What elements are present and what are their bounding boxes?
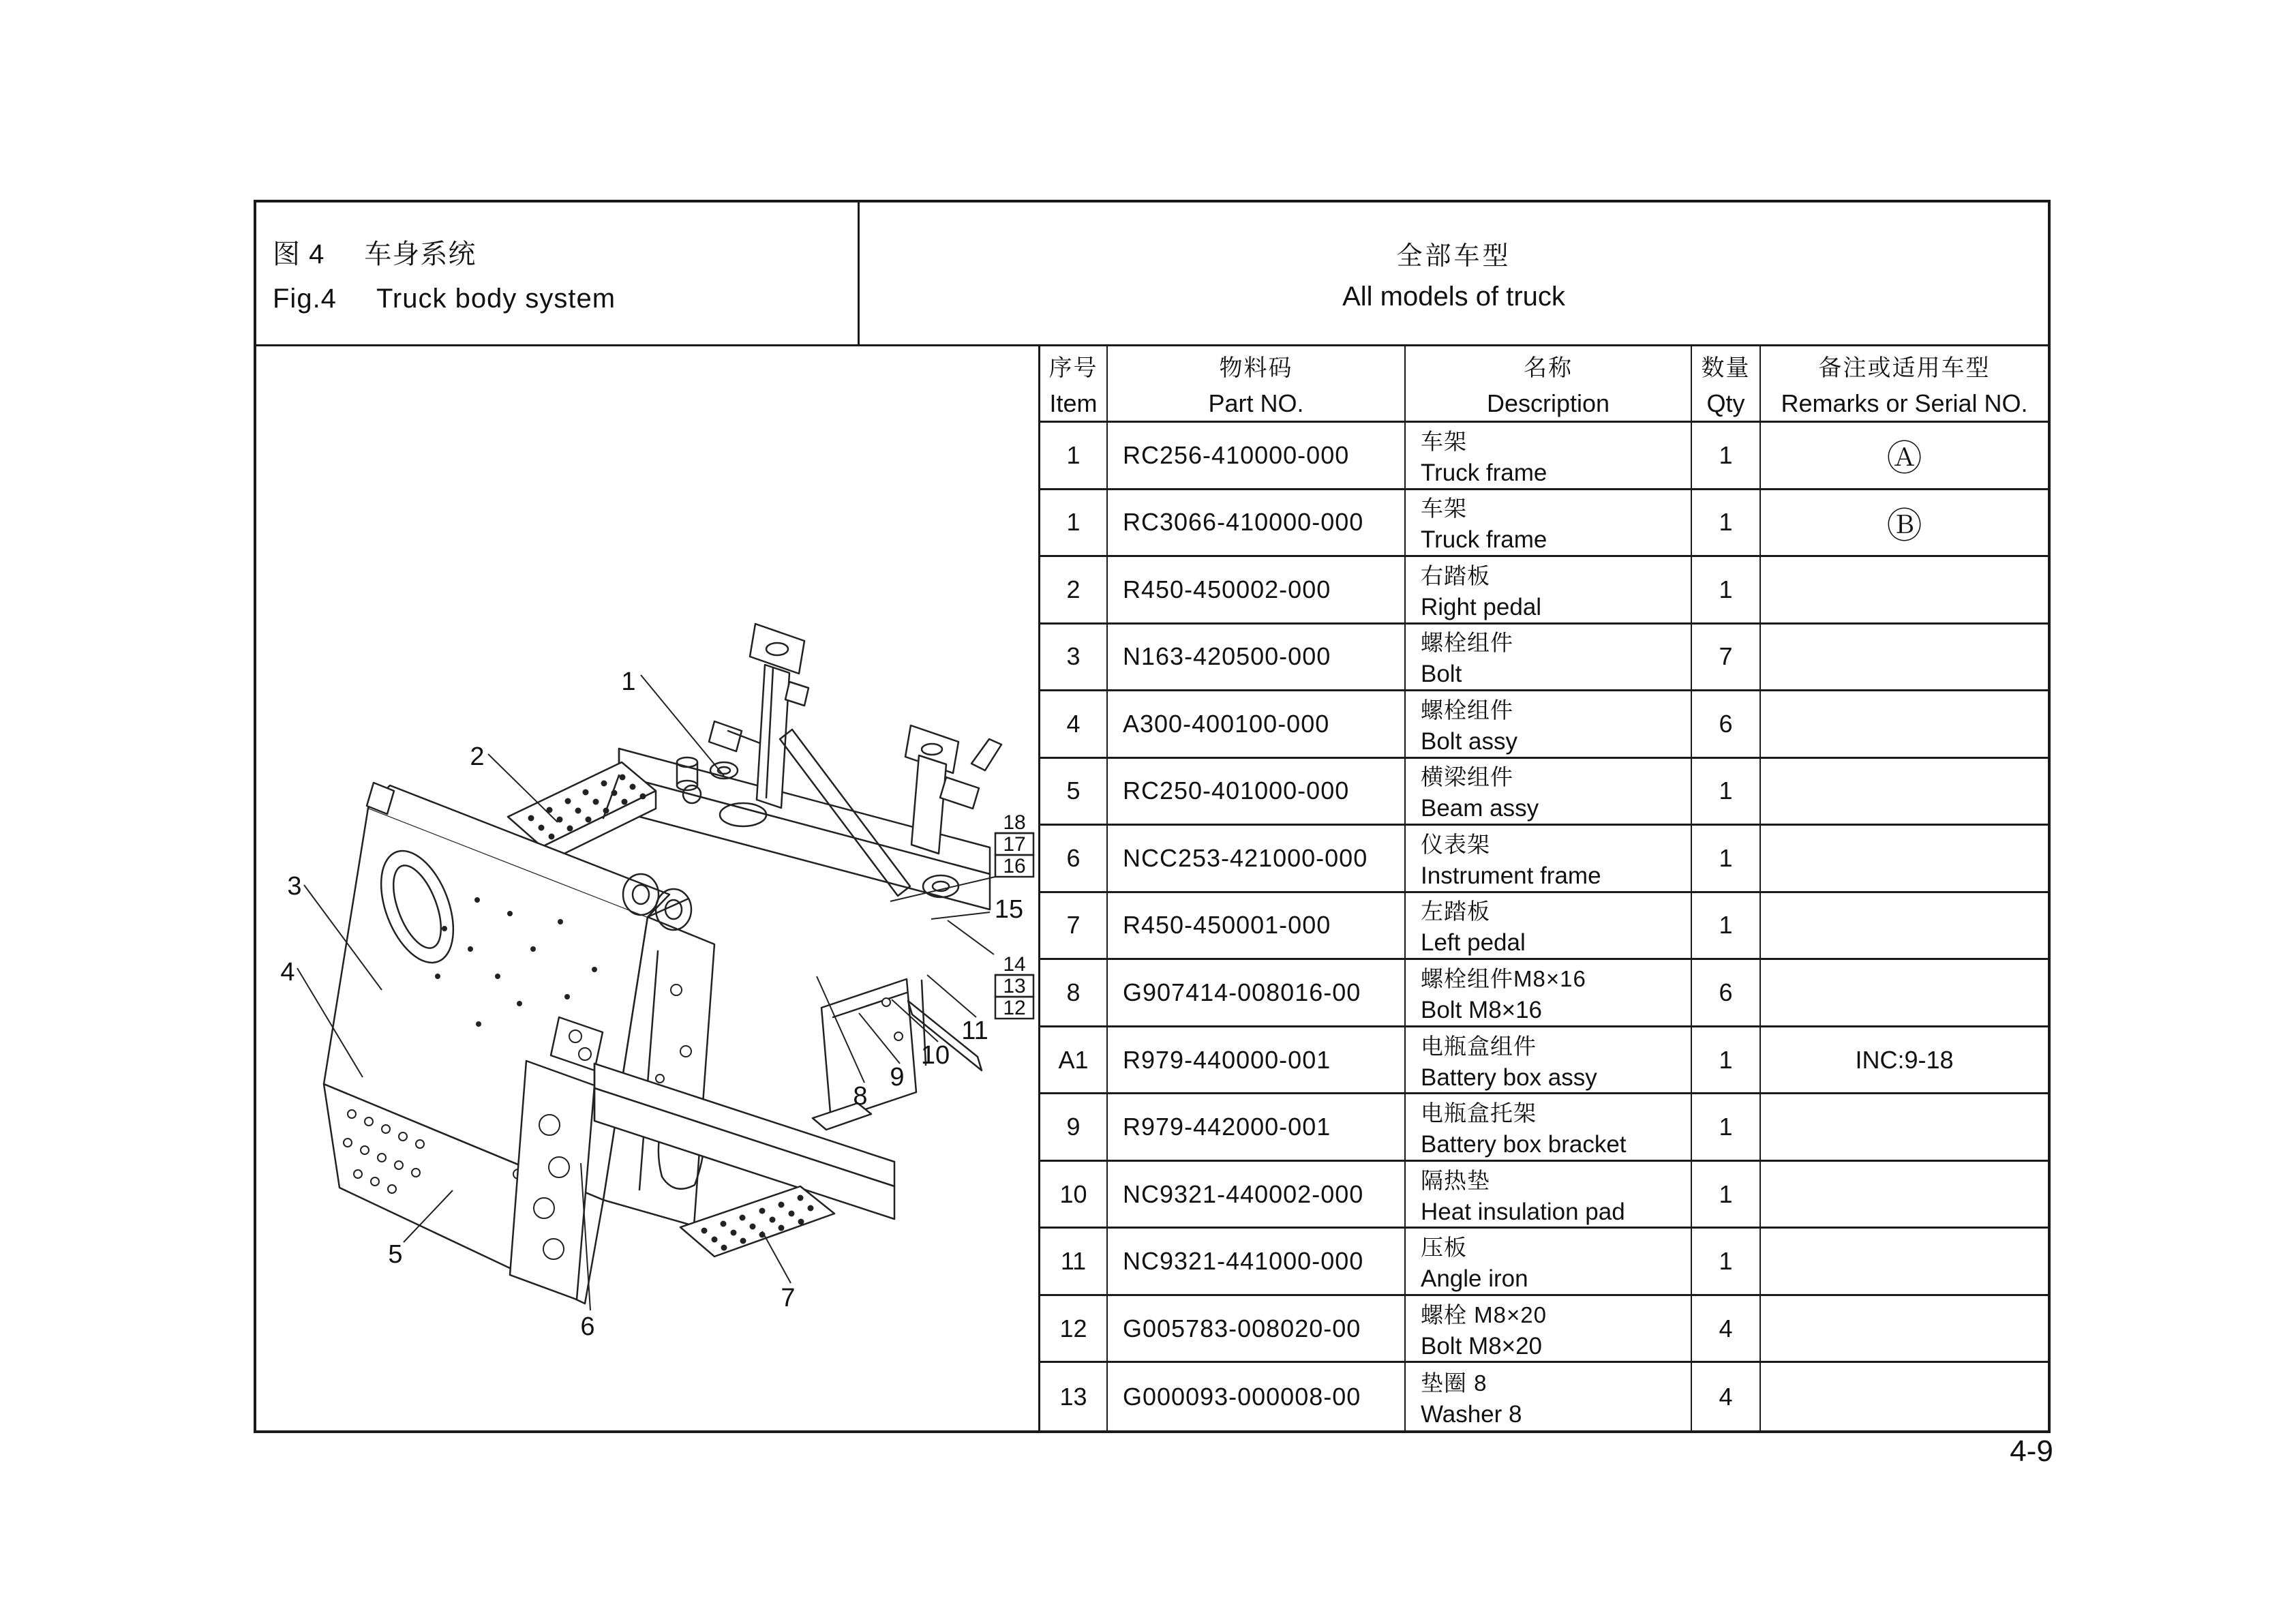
part-no-cell: G005783-008020-00 [1108,1296,1406,1364]
remarks-cell [1761,1296,2048,1364]
item-cell: 5 [1040,759,1108,826]
qty-cell: 1 [1692,490,1761,558]
remarks-cell: Ⓑ [1761,490,2048,558]
callout-label: 4 [280,958,295,987]
part-no-cell: R979-440000-001 [1108,1027,1406,1095]
qty-cell: 1 [1692,893,1761,961]
remarks-cell: Ⓐ [1761,423,2048,490]
qty-cell: 4 [1692,1363,1761,1430]
figure-title-en [273,284,858,314]
description-cell: 螺栓组件M8×16 Bolt M8×16 [1406,960,1692,1027]
item-cell: 4 [1040,691,1108,759]
description-cell: 电瓶盒托架 Battery box bracket [1406,1094,1692,1162]
remarks-cell [1761,557,2048,625]
item-cell: 10 [1040,1162,1108,1229]
description-cell: 车架 Truck frame [1406,490,1692,558]
item-cell: 12 [1040,1296,1108,1364]
remarks-cell [1761,1162,2048,1229]
callout-label: 17 [1003,833,1026,856]
part-no-cell: RC250-401000-000 [1108,759,1406,826]
col-header-item: 序号 Item [1040,346,1108,423]
description-cell: 车架 Truck frame [1406,423,1692,490]
callout-label: 7 [781,1284,796,1312]
model-title-cell [860,202,2048,344]
callout-label: 18 [1003,811,1026,834]
item-cell: 11 [1040,1229,1108,1296]
part-no-cell: NCC253-421000-000 [1108,826,1406,893]
item-cell: 1 [1040,423,1108,490]
item-cell: 7 [1040,893,1108,961]
remarks-cell [1761,1363,2048,1430]
figure-title-cell [256,202,860,344]
item-cell: 3 [1040,625,1108,692]
description-cell: 螺栓 M8×20 Bolt M8×20 [1406,1296,1692,1364]
callout-label: 2 [470,742,485,771]
parts-table [1038,346,2048,1430]
qty-cell: 1 [1692,826,1761,893]
description-cell: 横梁组件 Beam assy [1406,759,1692,826]
remarks-cell [1761,691,2048,759]
callout-label: 5 [388,1240,403,1269]
part-no-cell: N163-420500-000 [1108,625,1406,692]
page-number: 4-9 [2010,1434,2053,1468]
remarks-cell [1761,759,2048,826]
callout-label: 9 [890,1063,905,1092]
part-no-cell: G000093-000008-00 [1108,1363,1406,1430]
col-header-description: 名称 Description [1406,346,1692,423]
item-cell: 1 [1040,490,1108,558]
part-no-cell: R450-450001-000 [1108,893,1406,961]
page-frame [254,200,2051,1433]
figure-number-cn: 图 4 [273,239,325,269]
qty-cell: 6 [1692,691,1761,759]
callout-label: 14 [1003,953,1026,976]
callout-label: 6 [580,1312,595,1341]
part-no-cell: NC9321-441000-000 [1108,1229,1406,1296]
callout-label: 3 [287,872,302,901]
qty-cell: 1 [1692,1229,1761,1296]
qty-cell: 1 [1692,1094,1761,1162]
callout-label: 13 [1003,975,1026,997]
description-cell: 电瓶盒组件 Battery box assy [1406,1027,1692,1095]
item-cell: 9 [1040,1094,1108,1162]
figure-title-cn [273,232,858,271]
part-no-cell: RC256-410000-000 [1108,423,1406,490]
callout-label: 1 [621,667,636,696]
callout-label: 12 [1003,997,1026,1019]
qty-cell: 1 [1692,1162,1761,1229]
title-band [256,202,2048,346]
qty-cell: 6 [1692,960,1761,1027]
figure-name-cn: 车身系统 [364,239,477,269]
part-no-cell: R450-450002-000 [1108,557,1406,625]
description-cell: 螺栓组件 Bolt assy [1406,691,1692,759]
callout-label: 8 [853,1082,868,1111]
callout-label: 16 [1003,855,1026,877]
remarks-cell [1761,826,2048,893]
part-no-cell: G907414-008016-00 [1108,960,1406,1027]
item-cell: 2 [1040,557,1108,625]
qty-cell: 1 [1692,423,1761,490]
part-no-cell: R979-442000-001 [1108,1094,1406,1162]
description-cell: 垫圈 8 Washer 8 [1406,1363,1692,1430]
description-cell: 左踏板 Left pedal [1406,893,1692,961]
description-cell: 螺栓组件 Bolt [1406,625,1692,692]
qty-cell: 4 [1692,1296,1761,1364]
callout-label: 11 [961,1017,988,1045]
item-cell: 6 [1040,826,1108,893]
remarks-cell [1761,1229,2048,1296]
description-cell: 压板 Angle iron [1406,1229,1692,1296]
qty-cell: 1 [1692,759,1761,826]
part-no-cell: NC9321-440002-000 [1108,1162,1406,1229]
remarks-cell [1761,1094,2048,1162]
col-header-part-no: 物料码 Part NO. [1108,346,1406,423]
item-cell: 8 [1040,960,1108,1027]
description-cell: 仪表架 Instrument frame [1406,826,1692,893]
qty-cell: 7 [1692,625,1761,692]
figure-name-en: Truck body system [376,284,616,314]
callout-label: 10 [920,1041,950,1070]
part-no-cell: A300-400100-000 [1108,691,1406,759]
col-header-remarks: 备注或适用车型 Remarks or Serial NO. [1761,346,2048,423]
callout-label: 15 [994,895,1024,924]
figure-number-en: Fig.4 [273,284,337,314]
model-title-en: All models of truck [1342,282,1565,312]
remarks-cell [1761,625,2048,692]
remarks-cell [1761,893,2048,961]
item-cell: A1 [1040,1027,1108,1095]
remarks-cell [1761,960,2048,1027]
part-no-cell: RC3066-410000-000 [1108,490,1406,558]
remarks-cell: INC:9-18 [1761,1027,2048,1095]
qty-cell: 1 [1692,557,1761,625]
col-header-qty: 数量 Qty [1692,346,1761,423]
qty-cell: 1 [1692,1027,1761,1095]
model-title-cn: 全部车型 [1396,242,1511,271]
item-cell: 13 [1040,1363,1108,1430]
description-cell: 隔热垫 Heat insulation pad [1406,1162,1692,1229]
description-cell: 右踏板 Right pedal [1406,557,1692,625]
